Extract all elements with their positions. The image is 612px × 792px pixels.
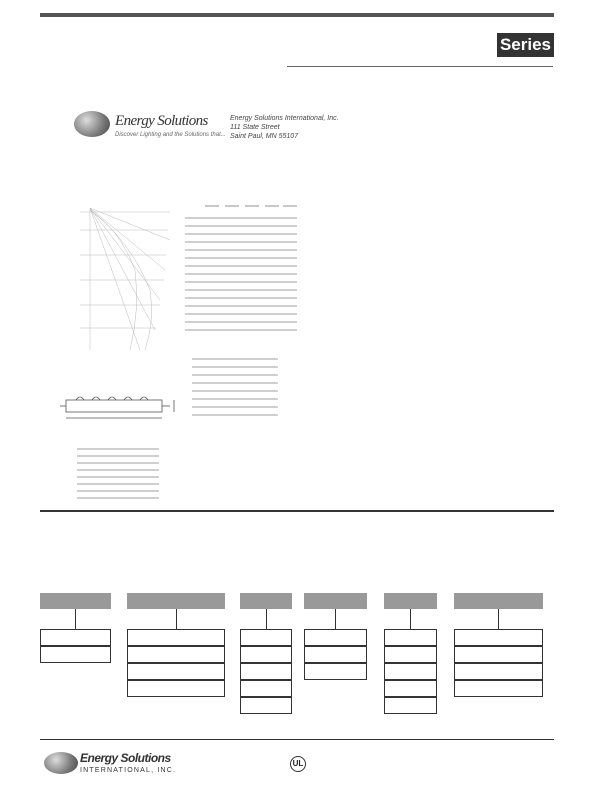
connector-line bbox=[176, 609, 177, 629]
connector-line bbox=[498, 609, 499, 629]
ordering-code-box bbox=[40, 593, 111, 609]
footer-brand-name: Energy Solutions bbox=[80, 751, 171, 765]
series-badge: Series bbox=[497, 33, 554, 57]
option-box bbox=[384, 663, 437, 680]
option-box bbox=[454, 663, 543, 680]
option-box bbox=[454, 680, 543, 697]
option-box bbox=[384, 629, 437, 646]
option-box bbox=[384, 680, 437, 697]
option-box bbox=[127, 663, 225, 680]
header-rule bbox=[287, 66, 553, 67]
connector-line bbox=[335, 609, 336, 629]
option-box bbox=[304, 646, 367, 663]
option-box bbox=[240, 629, 292, 646]
option-box bbox=[127, 629, 225, 646]
option-box bbox=[304, 629, 367, 646]
option-box bbox=[40, 629, 111, 646]
connector-line bbox=[75, 609, 76, 629]
data-table-1 bbox=[183, 203, 303, 333]
top-rule bbox=[40, 13, 554, 17]
section-divider bbox=[40, 510, 554, 512]
data-table-2 bbox=[190, 356, 280, 418]
fixture-drawing bbox=[58, 386, 180, 424]
footer-brand-sub: INTERNATIONAL, INC. bbox=[80, 767, 177, 774]
brand-tagline: Discover Lighting and the Solutions that... bbox=[115, 132, 226, 138]
option-box bbox=[454, 629, 543, 646]
option-box bbox=[240, 680, 292, 697]
option-box bbox=[127, 646, 225, 663]
globe-logo-icon bbox=[74, 111, 110, 137]
option-box bbox=[384, 697, 437, 714]
address-line: 111 State Street bbox=[230, 124, 280, 131]
connector-line bbox=[266, 609, 267, 629]
option-box bbox=[304, 663, 367, 680]
footer-rule bbox=[40, 739, 554, 740]
option-box bbox=[40, 646, 111, 663]
address-line: Saint Paul, MN 55107 bbox=[230, 133, 299, 140]
option-box bbox=[240, 646, 292, 663]
ul-certification-mark: UL bbox=[290, 756, 306, 772]
company-address bbox=[230, 114, 339, 141]
option-box bbox=[240, 697, 292, 714]
option-box bbox=[240, 663, 292, 680]
photometric-diagram bbox=[60, 200, 172, 358]
data-table-3 bbox=[75, 446, 161, 500]
ordering-code-box bbox=[304, 593, 367, 609]
option-box bbox=[127, 680, 225, 697]
connector-line bbox=[410, 609, 411, 629]
option-box bbox=[454, 646, 543, 663]
footer-globe-icon bbox=[44, 752, 78, 774]
ordering-code-box bbox=[240, 593, 292, 609]
address-line: Energy Solutions International, Inc. bbox=[230, 115, 339, 122]
option-box bbox=[384, 646, 437, 663]
ordering-code-box bbox=[127, 593, 225, 609]
ordering-code-box bbox=[454, 593, 543, 609]
brand-name: Energy Solutions bbox=[115, 113, 208, 129]
ordering-code-box bbox=[384, 593, 437, 609]
